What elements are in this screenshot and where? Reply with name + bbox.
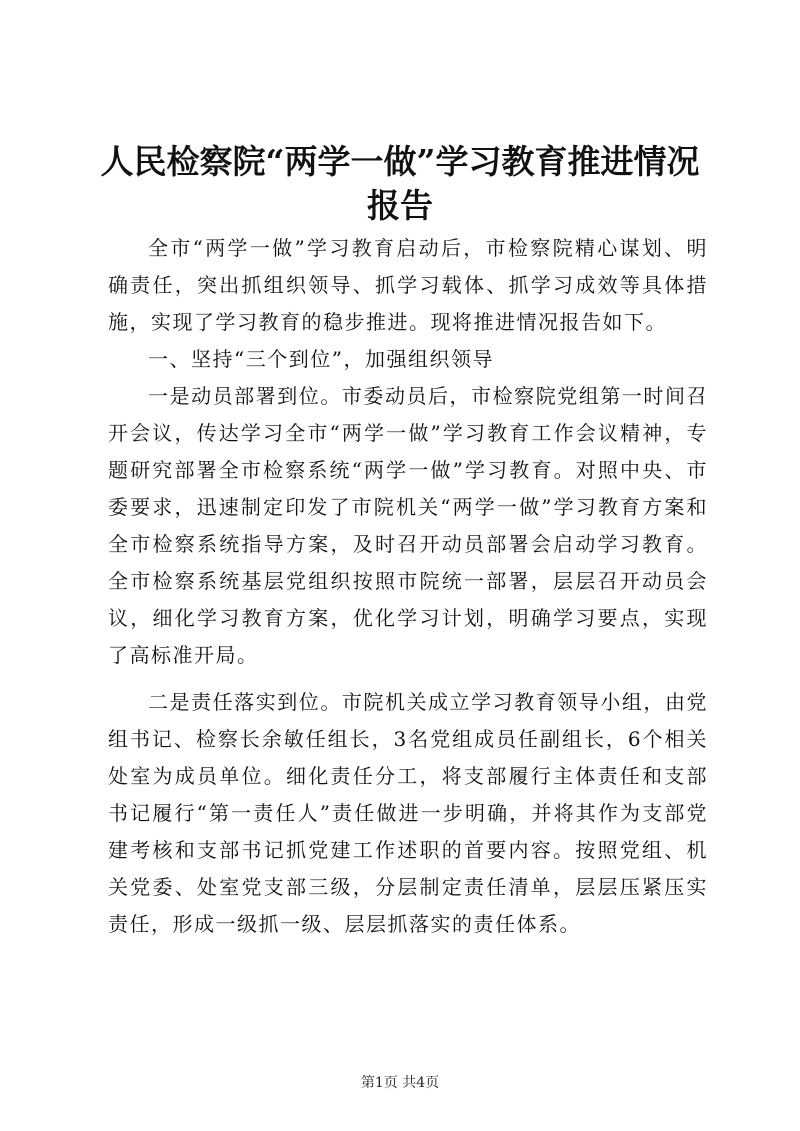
body-paragraph-2: 二是责任落实到位。市院机关成立学习教育领导小组，由党组书记、检察长余敏任组长，3名党组成员任副组长，6个相关处室为成员单位。细化责任分工，将支部履行主体责任和支部书记履行“第一责任人”责任做进一步明确，并将其作为支部党建考核和支部书记抓党建工作述职的首要内容。按照党组、机关党委、处室党支部三级，分层制定责任清单，层层压紧压实责任，形成一级抓一级、层层抓落实的责任体系。	[108, 690, 708, 936]
body-paragraph-1: 一是动员部署到位。市委动员后，市检察院党组第一时间召开会议，传达学习全市“两学一做”学习教育工作会议精神，专题研究部署全市检察系统“两学一做”学习教育。对照中央、市委要求，迅速制定印发了市院机关“两学一做”学习教育方案和全市检察系统指导方案，及时召开动员部署会启动学习教育。全市检察系统基层党组织按照市院统一部署，层层召开动员会议，细化学习教育方案，优化学习计划，明确学习要点，实现了高标准开局。	[108, 384, 708, 667]
document-title: 人民检察院“两学一做”学习教育推进情况报告	[100, 142, 700, 225]
page-footer: 第1页 共4页	[360, 1075, 440, 1091]
paragraph-spacer	[108, 674, 708, 684]
document-body	[108, 230, 708, 943]
intro-paragraph: 全市“两学一做”学习教育启动后，市检察院精心谋划、明确责任，突出抓组织领导、抓学习载体、抓学习成效等具体措施，实现了学习教育的稳步推进。现将推进情况报告如下。	[108, 236, 708, 334]
section-heading: 一、坚持“三个到位”，加强组织领导	[148, 347, 494, 371]
